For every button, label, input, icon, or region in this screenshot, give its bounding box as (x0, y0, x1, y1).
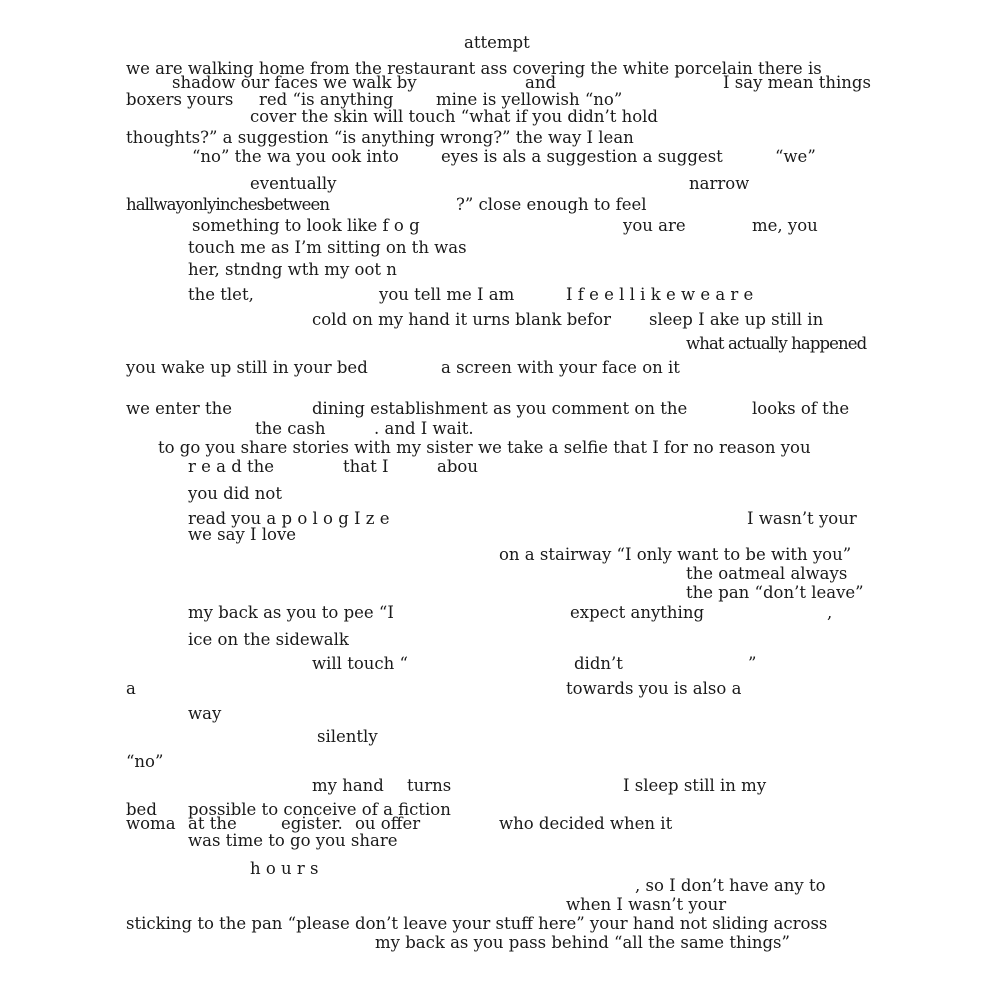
poem-line: you wake up still in your bed (126, 358, 368, 377)
poem-line: ou offer (355, 814, 421, 833)
poem-line: read you a p o l o g I z e (188, 509, 390, 528)
poem-line: egister. (281, 814, 343, 833)
poem-line: that I (343, 457, 389, 476)
poem-line: a (126, 679, 136, 698)
poem-line: what actually happened (686, 334, 867, 353)
poem-line: h o u r s (250, 859, 319, 878)
poem-line: silently (317, 727, 378, 746)
poem-line: you tell me I am (379, 285, 515, 304)
poem-line: something to look like f o g (192, 216, 420, 235)
poem-line: my hand (312, 776, 384, 795)
poem-line: possible to conceive of a fiction (188, 800, 451, 819)
poem-line: I wasn’t your (747, 509, 857, 528)
poem-line: ?” close enough to feel (456, 195, 647, 214)
poem-line: cover the skin will touch “what if you didn’t hold (250, 107, 658, 126)
poem-line: touch me as I’m sitting on th was (188, 238, 467, 257)
poem-line: me, you (752, 216, 818, 235)
poem-line: woma (126, 814, 176, 833)
poem-line: will touch “ (312, 654, 408, 673)
poem-line: . and I wait. (374, 419, 474, 438)
poem-title: attempt (464, 33, 530, 52)
poem-line: way (188, 704, 222, 723)
poem-line: hallwayonlyinchesbetween (126, 195, 330, 214)
poem-line: boxers yours (126, 90, 234, 109)
poem-line: when I wasn’t your (566, 895, 727, 914)
poem-line: we enter the (126, 399, 233, 418)
poem-line: we say I love (188, 525, 297, 544)
poem-line: expect anything (570, 603, 705, 622)
poem-line: “we” (775, 147, 816, 166)
poem-line: on a stairway “I only want to be with you” (499, 545, 852, 564)
poem-line: dining establishment as you comment on the (312, 399, 688, 418)
poem-line: red “is anything (259, 90, 394, 109)
poem-line: you are (623, 216, 686, 235)
poem-line: I say mean things (723, 73, 871, 92)
poem-line: , (827, 603, 833, 622)
poem-line: didn’t (574, 654, 623, 673)
poem-line: looks of the (752, 399, 850, 418)
poem-line: my back as you to pee “I (188, 603, 394, 622)
poem-line: ” (748, 654, 757, 673)
poem-line: eyes is als a suggestion a suggest (441, 147, 723, 166)
poem-line: eventually (250, 174, 337, 193)
poem-line: shadow our faces we walk by (172, 73, 417, 92)
poem-line: narrow (689, 174, 750, 193)
poem-line: was time to go you share (188, 831, 398, 850)
poem-line: the cash (255, 419, 326, 438)
poem-line: abou (437, 457, 478, 476)
poem-line: towards you is also a (566, 679, 742, 698)
poem-line: , so I don’t have any to (635, 876, 826, 895)
poem-line: r e a d the (188, 457, 275, 476)
poem-line: my back as you pass behind “all the same things” (375, 933, 790, 952)
poem-line: sleep I ake up still in (649, 310, 824, 329)
poem-line: you did not (188, 484, 282, 503)
poem-line: the pan “don’t leave” (686, 583, 864, 602)
poem-line: bed (126, 800, 157, 819)
poem-line: “no” (126, 752, 164, 771)
poem-line: her, stndng wth my oot n (188, 260, 397, 279)
poem-line: I sleep still in my (623, 776, 767, 795)
poem-line: cold on my hand it urns blank befor (312, 310, 611, 329)
poem-line: a screen with your face on it (441, 358, 680, 377)
poem-line: turns (407, 776, 452, 795)
poem-line: the tlet, (188, 285, 254, 304)
poem-line: thoughts?” a suggestion “is anything wrong?” the way I lean (126, 128, 634, 147)
poem-line: to go you share stories with my sister we take a selfie that I for no reason you (158, 438, 811, 457)
poem-line: ice on the sidewalk (188, 630, 349, 649)
poem-line: we are walking home from the restaurant ass covering the white porcelain there is (126, 59, 822, 78)
poem-line: and (525, 73, 557, 92)
poem-line: sticking to the pan “please don’t leave your stuff here” your hand not sliding across (126, 914, 828, 933)
poem-line: I f e e l l i k e w e a r e (566, 285, 754, 304)
poem-line: “no” the wa you ook into (192, 147, 399, 166)
poem-line: the oatmeal always (686, 564, 848, 583)
poem-line: at the (188, 814, 237, 833)
poem-line: who decided when it (499, 814, 673, 833)
poem-line: mine is yellowish “no” (436, 90, 623, 109)
